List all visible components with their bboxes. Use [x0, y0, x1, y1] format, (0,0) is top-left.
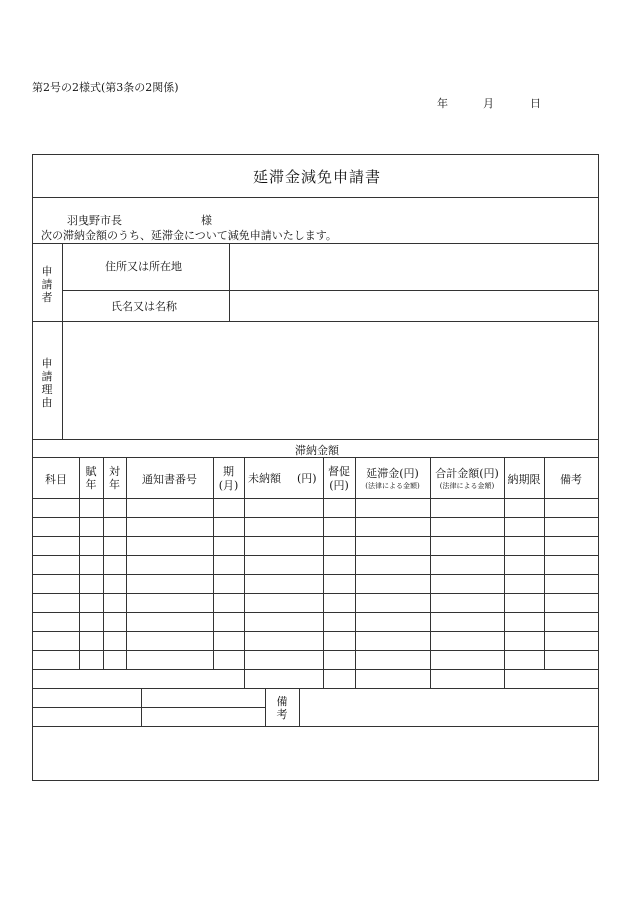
col-fu-year-2: 年	[85, 478, 97, 491]
col-latefee-2: (法律による金額)	[365, 482, 420, 490]
divider	[62, 243, 63, 439]
date-year-label: 年	[437, 97, 448, 110]
divider	[33, 536, 598, 537]
footer-remarks-label-1: 備	[276, 695, 288, 708]
divider	[355, 457, 356, 688]
col-due: 納期限	[507, 473, 541, 486]
divider	[323, 457, 324, 688]
divider	[33, 631, 598, 632]
col-fu-year-1: 賦	[85, 465, 97, 478]
reason-field[interactable]	[67, 325, 592, 435]
divider	[299, 688, 300, 726]
divider	[33, 593, 598, 594]
col-tai-year-1: 対	[109, 465, 120, 478]
application-form	[32, 154, 599, 781]
divider	[79, 457, 80, 669]
col-tai-year-2: 年	[109, 478, 120, 491]
col-period-2: (月)	[218, 479, 239, 492]
divider	[103, 457, 104, 669]
divider	[33, 669, 598, 670]
form-identifier: 第2号の2様式(第3条の2関係)	[32, 81, 179, 94]
col-dunning-1: 督促	[328, 465, 350, 478]
col-subject: 科目	[45, 473, 67, 486]
name-label: 氏名又は名称	[111, 300, 177, 313]
divider	[126, 457, 127, 669]
divider	[33, 688, 598, 689]
request-text: 次の滞納金額のうち、延滞金について減免申請いたします。	[41, 229, 337, 242]
divider	[33, 707, 265, 708]
form-title: 延滞金減免申請書	[253, 168, 382, 186]
addressee-honorific: 様	[201, 214, 212, 227]
divider	[33, 517, 598, 518]
col-total-2: (法律による金額)	[439, 482, 495, 490]
col-latefee-1: 延滞金(円)	[366, 467, 419, 480]
divider	[33, 457, 598, 458]
divider	[33, 321, 598, 322]
date-month-label: 月	[483, 97, 494, 110]
divider	[213, 457, 214, 669]
divider	[33, 439, 598, 440]
name-field[interactable]	[234, 293, 592, 319]
divider	[33, 612, 598, 613]
reason-label: 申請理由	[41, 357, 53, 409]
col-dunning-2: (円)	[329, 479, 349, 492]
divider	[244, 457, 245, 688]
col-notice-no: 通知書番号	[142, 473, 197, 486]
divider	[544, 457, 545, 669]
col-total-1: 合計金額(円)	[435, 467, 499, 480]
col-unpaid-1: 未納額	[248, 472, 281, 485]
divider	[33, 555, 598, 556]
divider	[229, 243, 230, 321]
date-day-label: 日	[530, 97, 541, 110]
divider	[62, 290, 598, 291]
delinquent-section-label: 滞納金額	[295, 444, 339, 457]
divider	[430, 457, 431, 688]
divider	[504, 457, 505, 688]
divider	[33, 574, 598, 575]
address-label: 住所又は所在地	[105, 260, 182, 273]
divider	[33, 650, 598, 651]
addressee-name: 羽曳野市長	[67, 214, 122, 227]
divider	[33, 726, 598, 727]
applicant-label: 申請者	[41, 265, 53, 304]
address-field[interactable]	[234, 247, 592, 287]
col-period-1: 期	[223, 465, 234, 478]
divider	[33, 243, 598, 244]
divider	[33, 197, 598, 198]
col-remarks: 備考	[560, 473, 582, 486]
col-unpaid-2: (円)	[297, 472, 317, 485]
footer-remarks-label-2: 考	[276, 708, 288, 721]
divider	[33, 498, 598, 499]
